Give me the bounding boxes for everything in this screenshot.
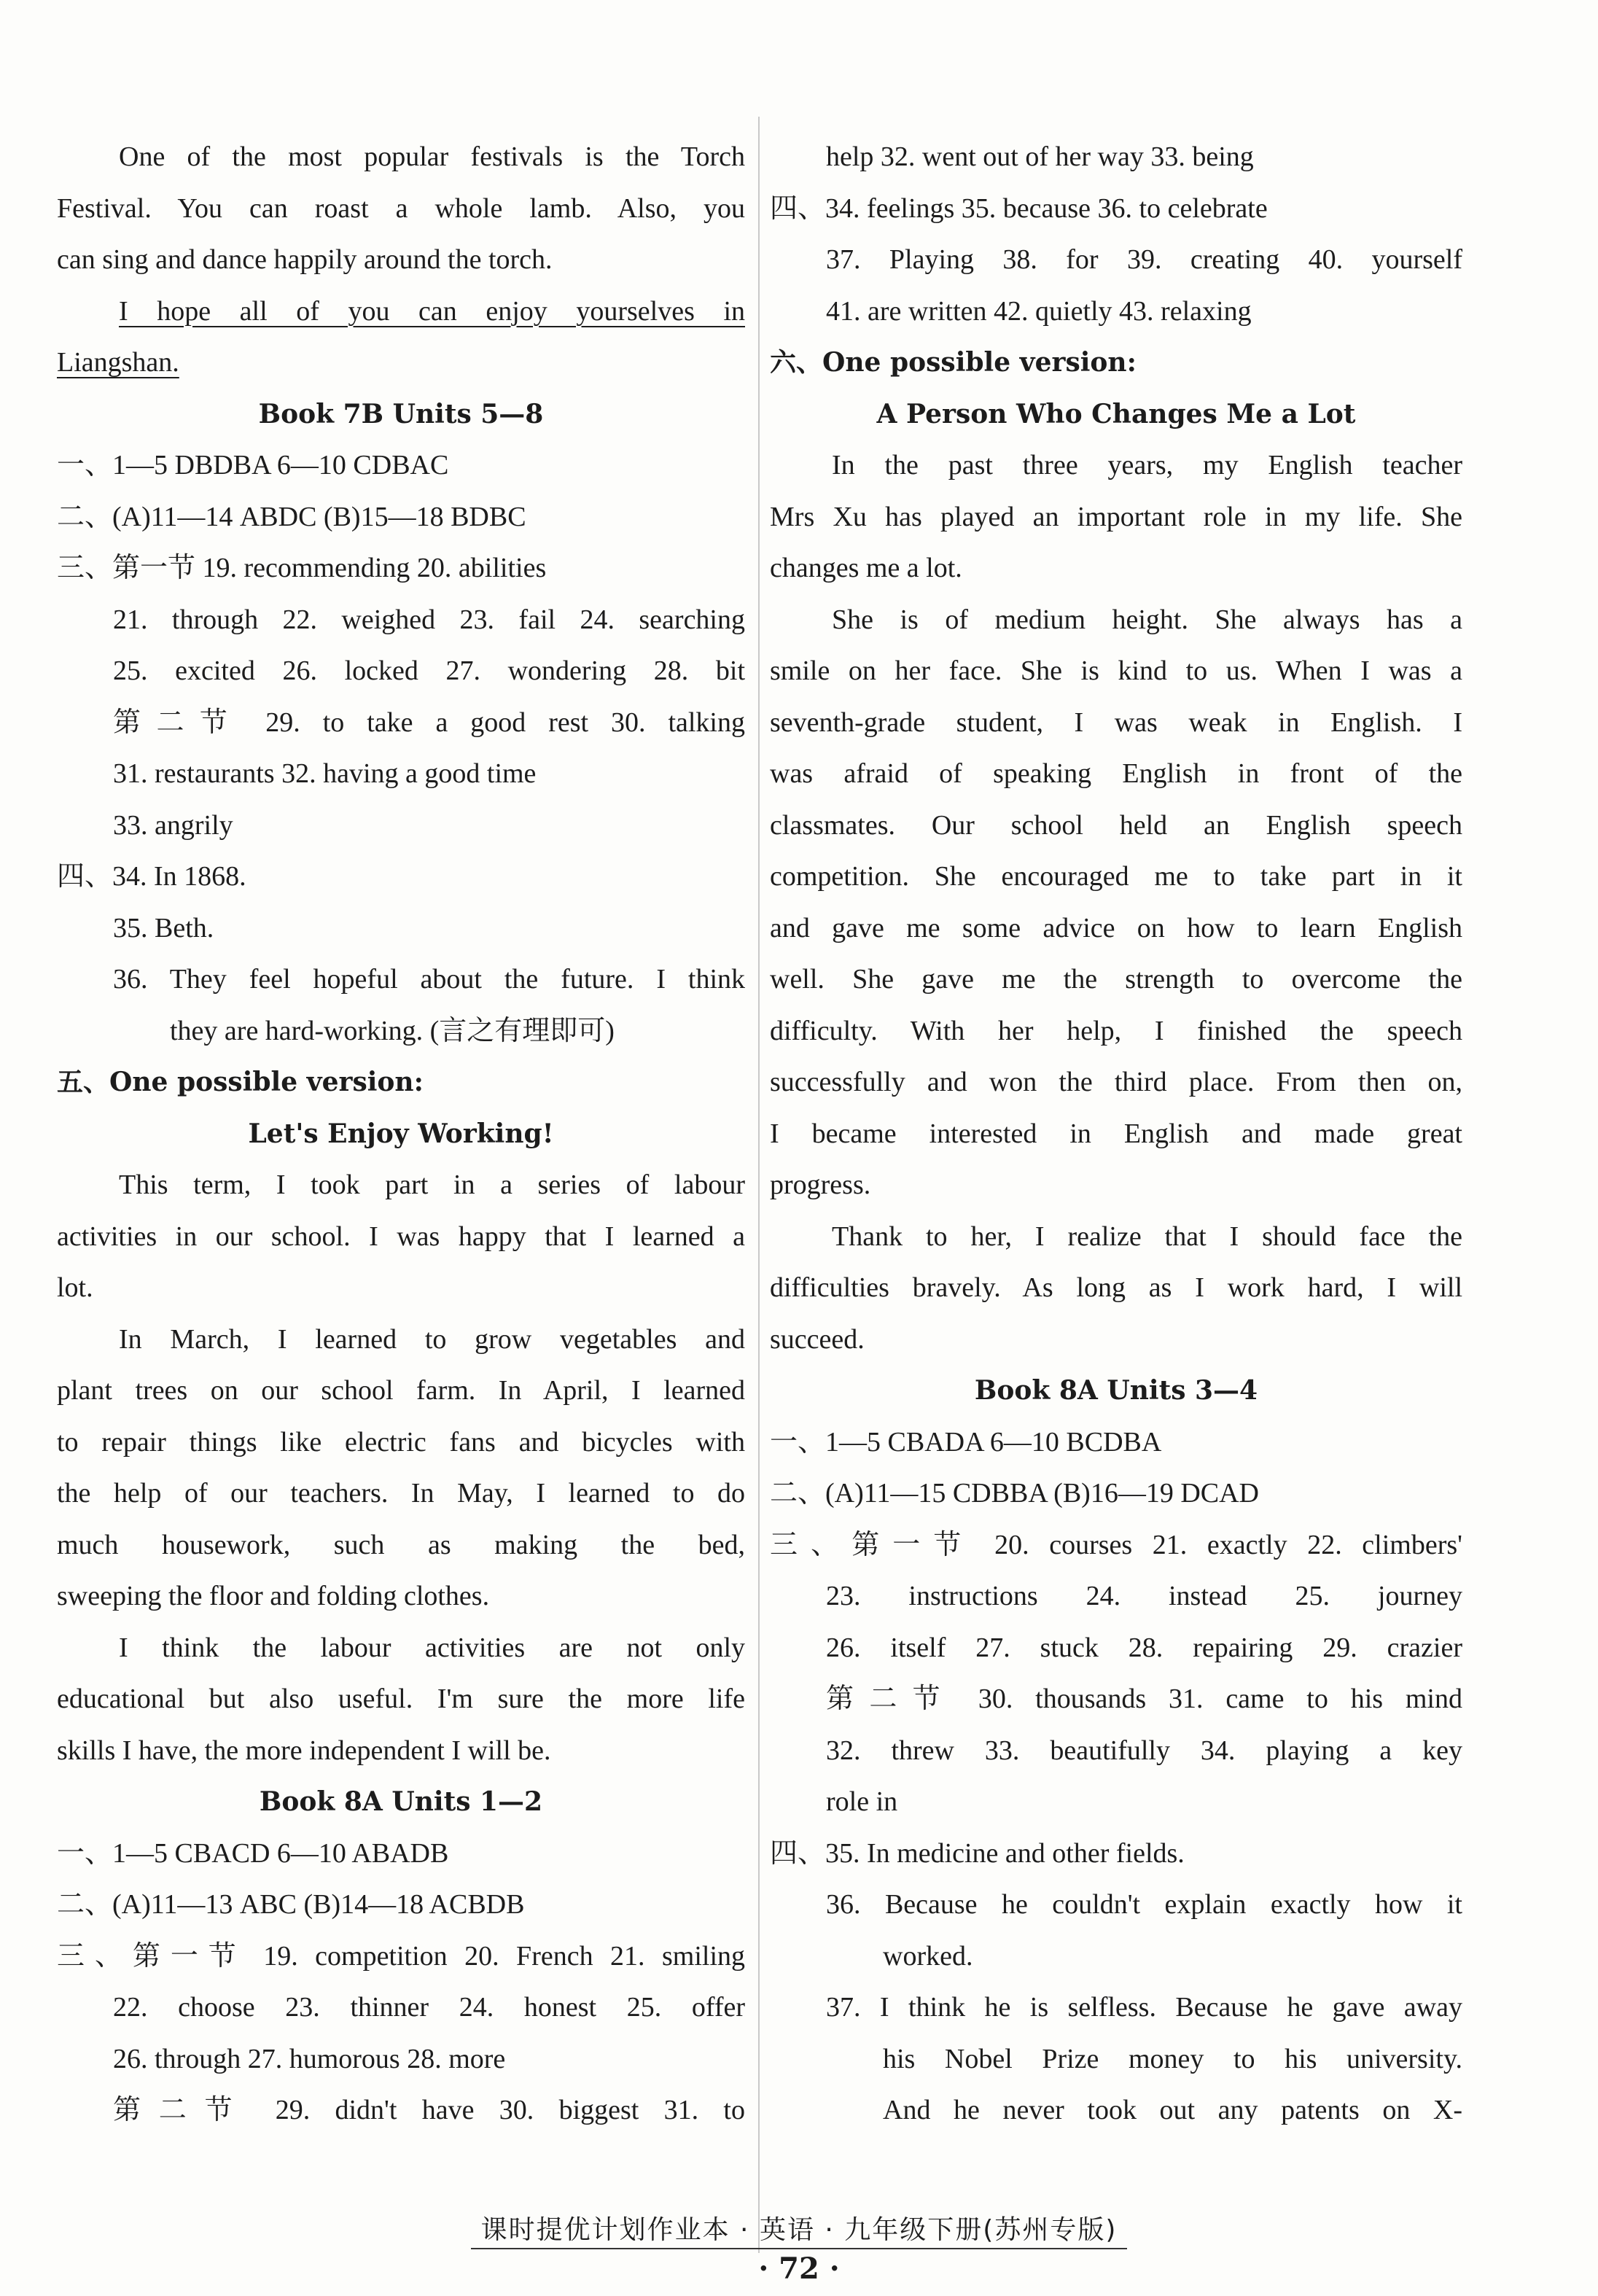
left-column-line: to repair things like electric fans and bicycles with xyxy=(57,1426,745,1458)
right-column-line: was afraid of speaking English in front of the xyxy=(770,758,1462,789)
left-column-line: Liangshan. xyxy=(57,347,179,378)
right-column-line: In the past three years, my English teacher xyxy=(832,450,1462,480)
left-column-line: 三、第一节 19. competition 20. French 21. smiling xyxy=(57,1940,745,1972)
right-column-line: 41. are written 42. quietly 43. relaxing xyxy=(826,295,1252,327)
right-column-line: And he never took out any patents on X- xyxy=(883,2095,1462,2125)
footer-title xyxy=(0,2209,1598,2246)
left-column-line: 22. choose 23. thinner 24. honest 25. offer xyxy=(113,1992,745,2023)
left-column-line: Festival. You can roast a whole lamb. Also, you xyxy=(57,192,745,224)
right-column-line: Book 8A Units 3—4 xyxy=(974,1375,1258,1406)
right-column-line: 三、第一节 20. courses 21. exactly 22. climbers' xyxy=(770,1529,1462,1560)
right-column-line: 26. itself 27. stuck 28. repairing 29. crazier xyxy=(826,1632,1462,1663)
right-column-line: classmates. Our school held an English speech xyxy=(770,809,1462,841)
left-column-line: One of the most popular festivals is the Torch xyxy=(119,141,745,172)
left-column-line: can sing and dance happily around the torch. xyxy=(57,244,553,275)
right-column-line: 第二节 30. thousands 31. came to his mind xyxy=(826,1684,1462,1714)
left-column-line: 第二节 29. to take a good rest 30. talking xyxy=(113,707,745,738)
left-column-line: 21. through 22. weighed 23. fail 24. searching xyxy=(113,604,745,635)
left-column-line: skills I have, the more independent I will be. xyxy=(57,1735,551,1766)
left-column-line: 五、One possible version: xyxy=(57,1067,424,1097)
left-column-line: I think the labour activities are not only xyxy=(119,1632,745,1663)
right-column-line: his Nobel Prize money to his university. xyxy=(883,2043,1462,2074)
left-column-line: 二、(A)11—13 ABC (B)14—18 ACBDB xyxy=(57,1889,525,1920)
left-column-line: I hope all of you can enjoy yourselves in xyxy=(119,295,745,327)
left-column-line: sweeping the floor and folding clothes. xyxy=(57,1581,490,1611)
left-column-line: Book 8A Units 1—2 xyxy=(259,1786,543,1817)
left-column-line: activities in our school. I was happy that I learned a xyxy=(57,1221,745,1252)
left-column-line: 33. angrily xyxy=(113,809,233,841)
right-column-line: smile on her face. She is kind to us. When I was a xyxy=(770,655,1462,686)
left-column-line: 四、34. In 1868. xyxy=(57,861,246,892)
right-column-line: and gave me some advice on how to learn English xyxy=(770,912,1462,943)
left-column-line: lot. xyxy=(57,1272,93,1303)
right-column-line: 二、(A)11—15 CDBBA (B)16—19 DCAD xyxy=(770,1478,1259,1509)
right-column-line: She is of medium height. She always has a xyxy=(832,604,1462,635)
right-column-line: 37. Playing 38. for 39. creating 40. yourself xyxy=(826,244,1462,275)
right-column-line: role in xyxy=(826,1786,898,1817)
right-column-line: Thank to her, I realize that I should face the xyxy=(832,1221,1462,1252)
right-column-line: 23. instructions 24. instead 25. journey xyxy=(826,1581,1462,1611)
left-column-line: This term, I took part in a series of labour xyxy=(119,1170,745,1200)
right-column-line: 四、35. In medicine and other fields. xyxy=(770,1837,1185,1869)
left-column-line: 36. They feel hopeful about the future. I think xyxy=(113,964,745,995)
left-column-line: In March, I learned to grow vegetables and xyxy=(119,1323,745,1355)
left-column-line: 第二节 29. didn't have 30. biggest 31. to xyxy=(113,2095,745,2125)
left-column-line: educational but also useful. I'm sure the more life xyxy=(57,1684,745,1714)
right-column xyxy=(770,131,1462,2136)
left-column-line: they are hard-working. (言之有理即可) xyxy=(170,1015,615,1046)
right-column-line: seventh-grade student, I was weak in English. I xyxy=(770,707,1462,738)
left-column-line: 35. Beth. xyxy=(113,912,214,943)
right-column-line: help 32. went out of her way 33. being xyxy=(826,141,1254,172)
right-column-line: 四、34. feelings 35. because 36. to celebrate xyxy=(770,192,1268,224)
footer-title-text: 课时提优计划作业本 · 英语 · 九年级下册(苏州专版) xyxy=(471,2215,1128,2249)
left-column-line: Let's Enjoy Working! xyxy=(248,1118,554,1149)
column-divider xyxy=(758,117,760,2253)
right-column-line: 一、1—5 CBADA 6—10 BCDBA xyxy=(770,1426,1162,1458)
right-column-line: competition. She encouraged me to take part in it xyxy=(770,861,1462,892)
left-column-line: 二、(A)11—14 ABDC (B)15—18 BDBC xyxy=(57,501,526,532)
left-column-line: 25. excited 26. locked 27. wondering 28. bit xyxy=(113,655,745,686)
right-column-line: worked. xyxy=(883,1940,973,1972)
left-column-line: the help of our teachers. In May, I learned to do xyxy=(57,1478,745,1509)
right-column-line: changes me a lot. xyxy=(770,553,962,583)
left-column-line: plant trees on our school farm. In April, I learned xyxy=(57,1375,745,1406)
right-column-line: well. She gave me the strength to overcome the xyxy=(770,964,1462,995)
right-column-line: difficulties bravely. As long as I work hard, I will xyxy=(770,1272,1462,1303)
left-column xyxy=(57,131,745,2136)
right-column-line: 32. threw 33. beautifully 34. playing a key xyxy=(826,1735,1462,1766)
right-column-line: 六、One possible version: xyxy=(770,347,1137,378)
left-column-line: 26. through 27. humorous 28. more xyxy=(113,2043,506,2074)
left-column-line: 一、1—5 CBACD 6—10 ABADB xyxy=(57,1837,449,1869)
left-column-line: 一、1—5 DBDBA 6—10 CDBAC xyxy=(57,450,449,480)
left-column-line: much housework, such as making the bed, xyxy=(57,1529,745,1560)
right-column-line: succeed. xyxy=(770,1323,865,1355)
right-column-line: 36. Because he couldn't explain exactly how it xyxy=(826,1889,1462,1920)
right-column-line: difficulty. With her help, I finished the speech xyxy=(770,1015,1462,1046)
left-column-line: 31. restaurants 32. having a good time xyxy=(113,758,537,789)
right-column-line: successfully and won the third place. From then on, xyxy=(770,1067,1462,1097)
page-number: · 72 · xyxy=(758,2252,840,2286)
right-column-line: Mrs Xu has played an important role in my life. She xyxy=(770,501,1462,532)
right-column-line: 37. I think he is selfless. Because he gave away xyxy=(826,1992,1462,2023)
left-column-line: 三、第一节 19. recommending 20. abilities xyxy=(57,553,547,583)
left-column-line: Book 7B Units 5—8 xyxy=(258,398,544,429)
right-column-line: A Person Who Changes Me a Lot xyxy=(876,398,1356,429)
right-column-line: I became interested in English and made great xyxy=(770,1118,1462,1149)
right-column-line: progress. xyxy=(770,1170,871,1200)
